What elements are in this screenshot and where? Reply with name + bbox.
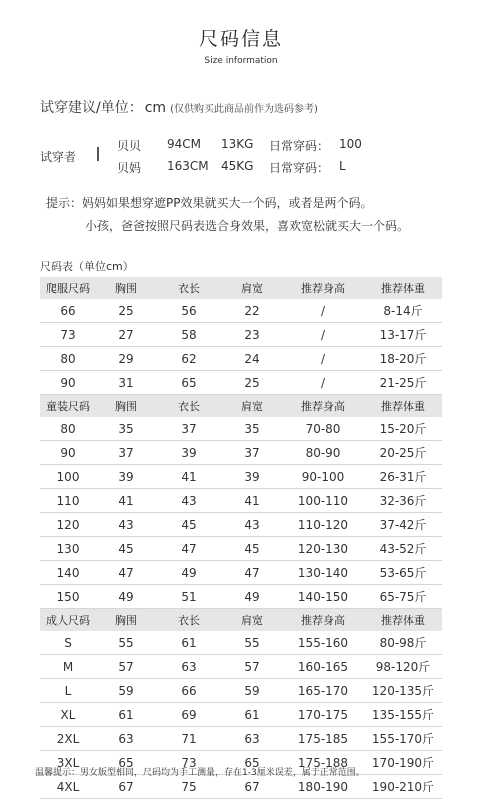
column-header: 童装尺码 <box>46 400 90 413</box>
table-row <box>40 513 442 537</box>
table-cell: XL <box>60 707 76 722</box>
table-cell: 59 <box>118 683 134 698</box>
table-row <box>40 299 442 323</box>
table-cell: 80-98斤 <box>379 636 427 650</box>
table-cell: 80-90 <box>305 445 341 460</box>
table-cell: 37 <box>118 445 134 460</box>
table-cell: 8-14斤 <box>383 304 423 318</box>
table-cell: 130-140 <box>297 565 349 580</box>
column-header: 推荐身高 <box>301 400 345 413</box>
table-cell: / <box>320 375 326 390</box>
table-cell: 45 <box>118 541 134 556</box>
table-row <box>40 323 442 347</box>
table-cell: 41 <box>118 493 134 508</box>
table-cell: 41 <box>181 469 197 484</box>
table-cell: 69 <box>181 707 197 722</box>
table-cell: 43 <box>181 493 197 508</box>
table-cell: S <box>64 635 72 650</box>
table-cell: 49 <box>244 589 260 604</box>
table-cell: 43 <box>118 517 134 532</box>
table-row <box>40 703 442 727</box>
table-cell: 51 <box>181 589 197 604</box>
table-row <box>40 727 442 751</box>
table-cell: 57 <box>118 659 134 674</box>
table-cell: 49 <box>118 589 134 604</box>
table-cell: 150 <box>56 589 80 604</box>
table-cell: 62 <box>181 351 197 366</box>
tester-weight: 45KG <box>221 159 254 173</box>
table-cell: 170-190斤 <box>371 756 435 770</box>
table-cell: 45 <box>181 517 197 532</box>
table-cell: 75 <box>181 779 197 794</box>
column-header: 肩宽 <box>241 282 263 295</box>
table-cell: 63 <box>181 659 197 674</box>
table-cell: 39 <box>118 469 134 484</box>
column-header: 推荐体重 <box>381 282 425 295</box>
table-cell: 45 <box>244 541 260 556</box>
table-cell: 190-210斤 <box>371 780 435 794</box>
table-cell: 80 <box>60 421 76 436</box>
table-cell: 55 <box>118 635 134 650</box>
table-cell: 25 <box>118 303 134 318</box>
column-header: 推荐体重 <box>381 400 425 413</box>
table-cell: 165-170 <box>297 683 349 698</box>
tester-size: 100 <box>339 137 362 151</box>
table-cell: 4XL <box>56 779 80 794</box>
table-cell: 73 <box>181 755 197 770</box>
table-cell: 32-36斤 <box>379 494 427 508</box>
table-cell: 49 <box>181 565 197 580</box>
table-cell: 41 <box>244 493 260 508</box>
tester-weight: 13KG <box>221 137 254 151</box>
table-cell: 120 <box>56 517 80 532</box>
tester-name: 贝贝 <box>117 139 142 153</box>
table-section-header <box>40 609 442 631</box>
table-cell: 155-160 <box>297 635 349 650</box>
table-cell: 3XL <box>56 755 80 770</box>
table-cell: 21-25斤 <box>379 376 427 390</box>
tip-line-1: 提示：妈妈如果想穿遮PP效果就买大一个码，或者是两个码。 <box>46 196 373 210</box>
table-cell: 175-185 <box>297 731 349 746</box>
table-cell: 100 <box>56 469 80 484</box>
table-cell: 160-165 <box>297 659 349 674</box>
tester-size-label: 日常穿码： <box>269 161 330 175</box>
table-cell: / <box>320 351 326 366</box>
tester-label: 试穿者 <box>40 150 77 164</box>
table-cell: 80 <box>60 351 76 366</box>
column-header: 推荐身高 <box>301 282 345 295</box>
table-row <box>40 561 442 585</box>
table-section-header <box>40 277 442 299</box>
page-title: 尺码信息 <box>198 28 283 50</box>
table-row <box>40 537 442 561</box>
table-cell: 43 <box>244 517 260 532</box>
column-header: 衣长 <box>178 282 200 295</box>
table-row <box>40 465 442 489</box>
table-cell: 26-31斤 <box>379 470 427 484</box>
column-header: 胸围 <box>115 282 137 295</box>
table-section-header <box>40 395 442 417</box>
try-on-note: (仅供购买此商品前作为选码参考) <box>170 104 318 115</box>
table-cell: 175-188 <box>297 755 349 770</box>
try-on-heading-label: 试穿建议/单位： <box>40 100 143 116</box>
table-row <box>40 347 442 371</box>
table-cell: 59 <box>244 683 260 698</box>
table-cell: 90 <box>60 445 76 460</box>
table-cell: 180-190 <box>297 779 349 794</box>
try-on-unit: cm <box>144 100 167 116</box>
table-cell: 55 <box>244 635 260 650</box>
table-row <box>40 489 442 513</box>
table-cell: 110 <box>56 493 80 508</box>
table-cell: 58 <box>181 327 197 342</box>
tester-size: L <box>339 159 346 173</box>
table-cell: 100-110 <box>297 493 349 508</box>
table-cell: 47 <box>244 565 260 580</box>
table-cell: 20-25斤 <box>379 446 427 460</box>
table-cell: / <box>320 303 326 318</box>
table-cell: 22 <box>244 303 260 318</box>
tester-divider <box>97 147 99 161</box>
table-cell: 56 <box>181 303 197 318</box>
tester-size-label: 日常穿码： <box>269 139 330 153</box>
table-cell: / <box>320 327 326 342</box>
table-row <box>40 441 442 465</box>
table-cell: 66 <box>181 683 197 698</box>
table-cell: 27 <box>118 327 134 342</box>
table-cell: 67 <box>244 779 260 794</box>
table-cell: 73 <box>60 327 76 342</box>
size-table <box>40 277 442 799</box>
table-row <box>40 655 442 679</box>
table-cell: 63 <box>118 731 134 746</box>
table-cell: 67 <box>118 779 134 794</box>
table-row <box>40 585 442 609</box>
column-header: 衣长 <box>178 614 200 627</box>
column-header: 肩宽 <box>241 614 263 627</box>
table-cell: 37 <box>244 445 260 460</box>
table-cell: 15-20斤 <box>379 422 427 436</box>
table-cell: 13-17斤 <box>379 328 427 342</box>
column-header: 胸围 <box>115 400 137 413</box>
table-cell: 66 <box>60 303 76 318</box>
table-cell: M <box>62 659 74 674</box>
table-cell: 2XL <box>56 731 80 746</box>
table-cell: 37-42斤 <box>379 518 427 532</box>
table-cell: 140-150 <box>297 589 349 604</box>
table-cell: 90-100 <box>301 469 345 484</box>
column-header: 衣长 <box>178 400 200 413</box>
table-cell: 110-120 <box>297 517 349 532</box>
column-header: 肩宽 <box>241 400 263 413</box>
table-row <box>40 679 442 703</box>
tester-height: 163CM <box>167 159 209 173</box>
footer-note: 温馨提示：男女版型相同，尺码均为手工测量，存在1-3厘米误差，属于正常范围。 <box>35 768 365 778</box>
table-row <box>40 417 442 441</box>
table-cell: 65 <box>181 375 197 390</box>
table-cell: 47 <box>181 541 197 556</box>
table-cell: L <box>64 683 72 698</box>
table-cell: 120-135斤 <box>371 684 435 698</box>
table-cell: 61 <box>181 635 197 650</box>
table-cell: 98-120斤 <box>375 660 431 674</box>
table-cell: 90 <box>60 375 76 390</box>
table-cell: 135-155斤 <box>371 708 435 722</box>
table-cell: 47 <box>118 565 134 580</box>
tip-line-2: 小孩，爸爸按照尺码表选合身效果，喜欢宽松就买大一个码。 <box>85 219 410 233</box>
table-cell: 31 <box>118 375 134 390</box>
table-cell: 140 <box>56 565 80 580</box>
table-cell: 29 <box>118 351 134 366</box>
try-on-heading <box>40 97 318 117</box>
table-cell: 39 <box>181 445 197 460</box>
table-cell: 130 <box>56 541 80 556</box>
column-header: 推荐体重 <box>381 614 425 627</box>
table-row <box>40 775 442 799</box>
table-cell: 57 <box>244 659 260 674</box>
table-cell: 37 <box>181 421 197 436</box>
table-cell: 61 <box>118 707 134 722</box>
table-cell: 65 <box>244 755 260 770</box>
table-cell: 63 <box>244 731 260 746</box>
table-cell: 61 <box>244 707 260 722</box>
column-header: 推荐身高 <box>301 614 345 627</box>
column-header: 爬服尺码 <box>46 282 90 295</box>
column-header: 成人尺码 <box>46 614 90 627</box>
table-cell: 65 <box>118 755 134 770</box>
table-cell: 65-75斤 <box>379 590 427 604</box>
table-cell: 23 <box>244 327 260 342</box>
table-row <box>40 371 442 395</box>
table-cell: 155-170斤 <box>371 732 435 746</box>
table-cell: 170-175 <box>297 707 349 722</box>
table-cell: 120-130 <box>297 541 349 556</box>
table-cell: 43-52斤 <box>379 542 427 556</box>
table-cell: 18-20斤 <box>379 352 427 366</box>
tester-height: 94CM <box>167 137 202 151</box>
table-cell: 35 <box>118 421 134 436</box>
table-cell: 70-80 <box>305 421 341 436</box>
table-cell: 25 <box>244 375 260 390</box>
column-header: 胸围 <box>115 614 137 627</box>
table-cell: 39 <box>244 469 260 484</box>
tester-name: 贝妈 <box>117 161 142 175</box>
size-table-title: 尺码表（单位cm） <box>40 260 134 273</box>
table-cell: 71 <box>181 731 197 746</box>
table-row <box>40 631 442 655</box>
table-cell: 53-65斤 <box>379 566 427 580</box>
table-cell: 24 <box>244 351 260 366</box>
table-cell: 35 <box>244 421 260 436</box>
page-subtitle: Size information <box>204 56 278 66</box>
